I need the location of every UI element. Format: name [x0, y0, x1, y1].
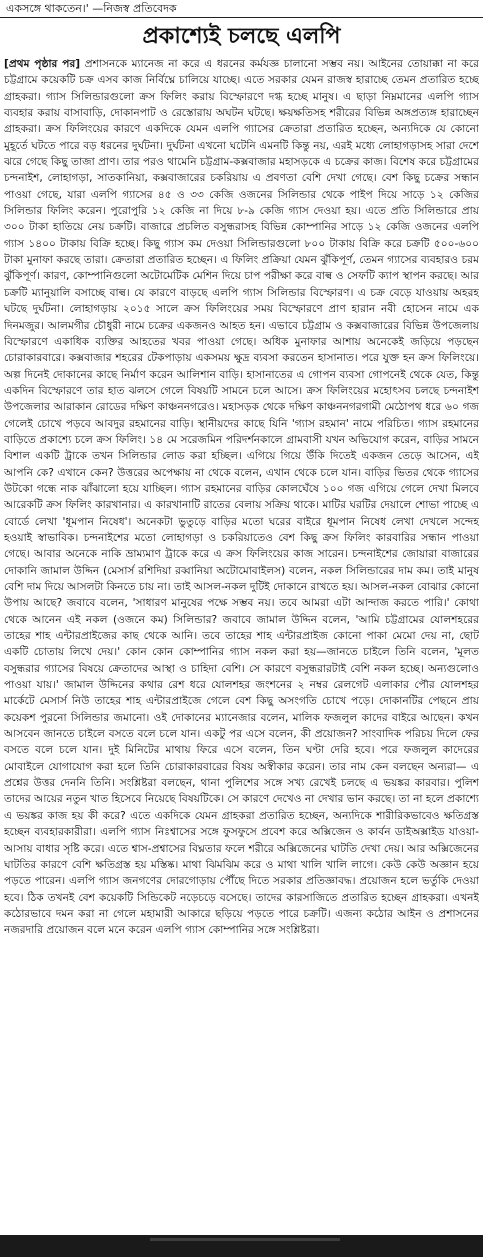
- cropped-heading-fragment: [150, 1238, 340, 1251]
- article-body: [4, 56, 479, 1232]
- article-headline: প্রকাশ্যেই চলছে এলপি: [142, 24, 341, 49]
- next-section-band: [0, 1235, 483, 1257]
- article-text: প্রশাসনকে ম্যানেজ না করে এ ধরনের কর্মযজ্ঞ চালানো সম্ভব নয়। আইনের তোয়াক্কা না করে চট্টগ্রামে কয়েকটি চক্র এসব কাজ নির্বিঘ্নে চালিয়ে যাচ্ছে। এতে সরকার যেমন রাজস্ব হারাচ্ছে তেমন প্রতারিত হচ্ছে গ্রাহকরা। গ্যাস সিলিন্ডারগুলো ক্রস ফিলিং করায় বিস্ফোরণে দগ্ধ হচ্ছে মানুষ। এ ছাড়া নিম্নমানের এলপি গ্যাস ব্যবহার করায় বাসাবাড়ি, দোকানপাট ও রেস্তোরায় অঘটন ঘটছে। ক্ষয়ক্ষতিসহ শরীরের বিভিন্ন অঙ্গপ্রত্যঙ্গ হারাচ্ছেন গ্রাহকরা। ক্রস ফিলিংয়ের কারণে একদিকে যেমন এলপি গ্যাসের ক্রেতারা প্রতারিত হচ্ছেন, অন্যদিকে যে কোনো মুহূর্তে ঘটতে পারে বড় ধরনের দুর্ঘটনা। দুর্ঘটনা এখনো ঘটেনি এমনটি কিন্তু নয়, এরই মধ্যে লোহাগড়াসহ সারা দেশে ঝরে গেছে কিছু তাজা প্রাণ। তার পরও থামেনি চট্টগ্রাম-কক্সবাজার মহাসড়কে এ চক্রের কাজ। বিশেষ করে চট্টগ্রামের চন্দনাইশ, লোহাগড়া, সাতকানিয়া, কক্সবাজারের চকরিয়ায় এ প্রবণতা বেশি দেখা গেছে। বেশ কিছু চক্রের সন্ধান পাওয়া গেছে, যারা এলপি গ্যাসের ৪৫ ও ৩৩ কেজি ওজনের সিলিন্ডার থেকে পাইপ দিয়ে সাড়ে ১২ কেজির সিলিন্ডার ফিলিং করেন। পুরোপুরি ১২ কেজি না দিয়ে ৮-৯ কেজি গ্যাস দেওয়া হয়। এতে প্রতি সিলিন্ডারে প্রায় ৩০০ টাকা হাতিয়ে নেয় চক্রটি। বাজারে প্রচলিত বসুন্ধরাসহ বিভিন্ন কোম্পানির সাড়ে ১২ কেজি ওজনের এলপি গ্যাস ১৪০০ টাকায় বিক্রি হচ্ছে। কিছু গ্যাস কম দেওয়া সিলিন্ডারগুলো ৮০০ টাকায় বিক্রি করে চক্রটি ৫০০-৬০০ টাকা মুনাফা করছে তারা। ক্রেতারা প্রতারিত হচ্ছেন। এ ফিলিং প্রক্রিয়া যেমন ঝুঁকিপূর্ণ, তেমন গ্যাসের ব্যবহারও চরম ঝুঁকিপূর্ণ। কারণ, কোম্পানিগুলো অটোমেটিক মেশিন দিয়ে চাপ পরীক্ষা করে বাল্ব ও সেফটি ক্যাপ স্থাপন করছে। আর চক্রটি ম্যানুয়ালি বসাচ্ছে বাল্ব। যে কারণে বাড়ছে এলপি গ্যাস সিলিন্ডার বিস্ফোরণ। এ চক্র বেড়ে যাওয়ায় অহরহ ঘটছে দুর্ঘটনা। লোহাগড়ায় ২০১৫ সালে ক্রস ফিলিংয়ের সময় বিস্ফোরণে প্রাণ হারান নবী হোসেন নামে এক দিনমজুর। আলমগীর চৌধুরী নামে চক্রের একজনও আহত হন। এভাবে চট্টগ্রাম ও কক্সবাজারের বিভিন্ন উপজেলায় বিস্ফোরণে একাধিক ব্যক্তির আহতের খবর পাওয়া গেছে। অধিক মুনাফার আশায় অনেকেই জড়িয়ে পড়ছেন চোরাকারবারে। কক্সবাজার শহরের টেকপাড়ায় একসময় ক্ষুদ্র ব্যবসা করতেন হাসানাত। পরে যুক্ত হন ক্রস ফিলিংয়ে। অল্প দিনেই দোকানের কাছে নির্মাণ করেন আলিশান বাড়ি। হাসানাতের এ গোপন ব্যবসা গোপনেই থেকে যেত, কিন্তু একদিন বিস্ফোরণে তার হাত ঝলসে গেলে বিষয়টি সামনে চলে আসে। ক্রস ফিলিংয়ের মহোৎসব চলছে চন্দনাইশ উপজেলার আরাকান রোডের দক্ষিণ কাঞ্চননগরেও। মহাসড়ক থেকে দক্ষিণ কাঞ্চননগরগামী মেঠোপথ ধরে ৬০ গজ গেলেই চোখে পড়বে আবদুর রহমানের বাড়ি। স্থানীয়দের কাছে যিনি 'গ্যাস রহমান' নামে পরিচিত। গ্যাস রহমানের বাড়িতে প্রকাশ্যে চলে ক্রস ফিলিং। ১৪ মে সরেজমিন পরিদর্শনকালে গ্রামবাসী যখন অভিযোগ করেন, বাড়ির সামনে বিশাল একটি ট্রাকে তখন সিলিন্ডার লোড করা হচ্ছিল। এগিয়ে গিয়ে উঁকি দিতেই একজন তেড়ে আসেন, এই আপনি কে? এখানে কেন? উত্তরের অপেক্ষায় না থেকে বলেন, এখান থেকে চলে যান। বাড়ির ভিতর থেকে গ্যাসের উটকো গন্ধে নাক ঝাঁঝালো হয়ে যাচ্ছিল। গ্যাস রহমানের বাড়ির কোলঘেঁষে ১০০ গজ এগিয়ে গেলে দেখা মিলবে আরেকটি ক্রস ফিলিং কারখানার। এ কারখানাটি রাতের বেলায় সক্রিয় থাকে। মাটির ঘরটির দেয়ালে শোভা পাচ্ছে এ বোর্ডে লেখা 'ধূমপান নিষেধ'। অনেকটা ভুতুড়ে বাড়ির মতো ঘরের বাইরে ধূমপান নিষেধ লেখা দেখলে সন্দেহ হওয়াই স্বাভাবিক। চন্দনাইশের মতো লোহাগড়া ও চকরিয়াতেও বেশ কিছু ক্রস ফিলিং কারবারির সন্ধান পাওয়া গেছে। আবার অনেকে নাকি ভ্রাম্যমাণ ট্রাকে করে এ ক্রস ফিলিংয়ের কাজ সারেন। চন্দনাইশের জোয়ারা বাজারের দোকানি জামাল উদ্দিন (মেসার্স রশিদিয়া রব্বানিয়া অটোমোবাইলস) বলেন, নকল সিলিন্ডারের দাম কম। তাই মানুষ বেশি দাম দিয়ে আসলটা কিনতে চায় না। তাই আসল-নকল দুটিই দোকানে রাখতে হয়। আসল-নকল বোঝার কোনো উপায় আছে? জবাবে বলেন, 'সাধারণ মানুষের পক্ষে সম্ভব নয়। তবে আমরা এটা আন্দাজ করতে পারি।' কোথা থেকে আনেন এই নকল (ওজনে কম) সিলিন্ডার? জবাবে জামাল উদ্দিন বলেন, 'আমি চট্টগ্রামের যোলশহরের তাহের শাহ এন্টারপ্রাইজের কাছ থেকে আনি। তবে তাহের শাহ এন্টারপ্রাইজ কোনো পাকা মেমো দেয় না, ছোট একটি চোতায় লিখে দেয়।' কোন কোন কোম্পানির গ্যাস নকল করা হয়—জানতে চাইলে তিনি বলেন, 'মূলত বসুন্ধরার গ্যাসের বিষয়ে ক্রেতাদের আস্থা ও চাহিদা বেশি। সে কারণে বসুন্ধরারটাই বেশি নকল হচ্ছে। অন্যগুলোও পাওয়া যায়।' জামাল উদ্দিনের কথার রেশ ধরে যোলশহর জংশনের ২ নম্বর রেলগেট এলাকার পৌর যোলশহর মার্কেটে মেসার্স নিউ তাহের শাহ এন্টারপ্রাইজে গেলে বেশ কিছু অসংগতি চোখে পড়ে। দোকানটির পেছনে প্রায় কয়েকশ পুরনো সিলিন্ডার জমানো। ওই দোকানের ম্যানেজার বলেন, মালিক ফজলুল কাদের বাইরে আছেন। কখন আসবেন জানতে চাইলে বসতে বলে চলে যান। একটু পর এসে বলেন, কী প্রয়োজন? সাংবাদিক পরিচয় দিলে ফের বসতে বলে চলে যান। দুই মিনিটের মাথায় ফিরে এসে বলেন, তিন ঘণ্টা দেরি হবে। পরে ফজলুল কাদেরের মোবাইলে যোগাযোগ করা হলে তিনি চোরাকারবারের বিষয় অস্বীকার করেন। তার নাম কেন বলছেন অন্যরা— এ প্রশ্নের উত্তর দেননি তিনি। সংশ্লিষ্টরা বলছেন, থানা পুলিশের সঙ্গে সখ্য রেখেই চলছে এ ভয়ঙ্কর কারবার। পুলিশ তাদের আয়ের নতুন খাত হিসেবে নিয়েছে বিষয়টিকে। সে কারণে দেখেও না দেখার ভান করছে। তা না হলে প্রকাশ্যে এ ভয়ঙ্কর কাজ হয় কী করে? এতে একদিকে যেমন গ্রাহকরা প্রতারিত হচ্ছেন, অন্যদিকে শারীরিকভাবেও ক্ষতিগ্রস্ত হচ্ছেন ব্যবহারকারীরা। এলপি গ্যাস নিঃশ্বাসের সঙ্গে ফুসফুসে প্রবেশ করে অক্সিজেন ও কার্বন ডাইঅক্সাইড যাওয়া-আসায় বাধার সৃষ্টি করে। এতে শ্বাস-প্রশ্বাসের বিঘ্নতার ফলে শরীরে অক্সিজেনের ঘাটতি দেখা দেয়। আর অক্সিজেনের ঘাটতির কারণে বেশি ক্ষতিগ্রস্ত হয় মস্তিষ্ক। মাথা ঝিমঝিম করে ও মাথা খালি খালি লাগে। কেউ কেউ অজ্ঞান হয়ে পড়তে পারেন। এলপি গ্যাস জনগণের দোরগোড়ায় পৌঁছে দিতে সরকার প্রতিজ্ঞাবদ্ধ। প্রয়োজন হলে ভর্তুকি দেওয়া হবে। ঠিক তখনই বেশ কয়েকটি সিন্ডিকেট নড়েচড়ে বসেছে। তাদের কারসাজিতে প্রতারিত হচ্ছেন গ্রাহকরা। এখনই কঠোরভাবে দমন করা না গেলে মহামারী আকারে ছড়িয়ে পড়তে পারে চক্রটি। এজন্য কঠোর আইন ও প্রশাসনের নজরদারি প্রয়োজন বলে মনে করেন এলপি গ্যাস কোম্পানির সঙ্গে সংশ্লিষ্টরা।: [4, 58, 479, 937]
- continued-from-front-page-label: [প্রথম পৃষ্ঠার পর]: [4, 58, 81, 70]
- previous-article-tail: [0, 0, 483, 18]
- previous-article-tail-text: একসঙ্গে থাকতেন।' —নিজস্ব প্রতিবেদক: [6, 2, 177, 15]
- article-paragraph: [4, 56, 479, 939]
